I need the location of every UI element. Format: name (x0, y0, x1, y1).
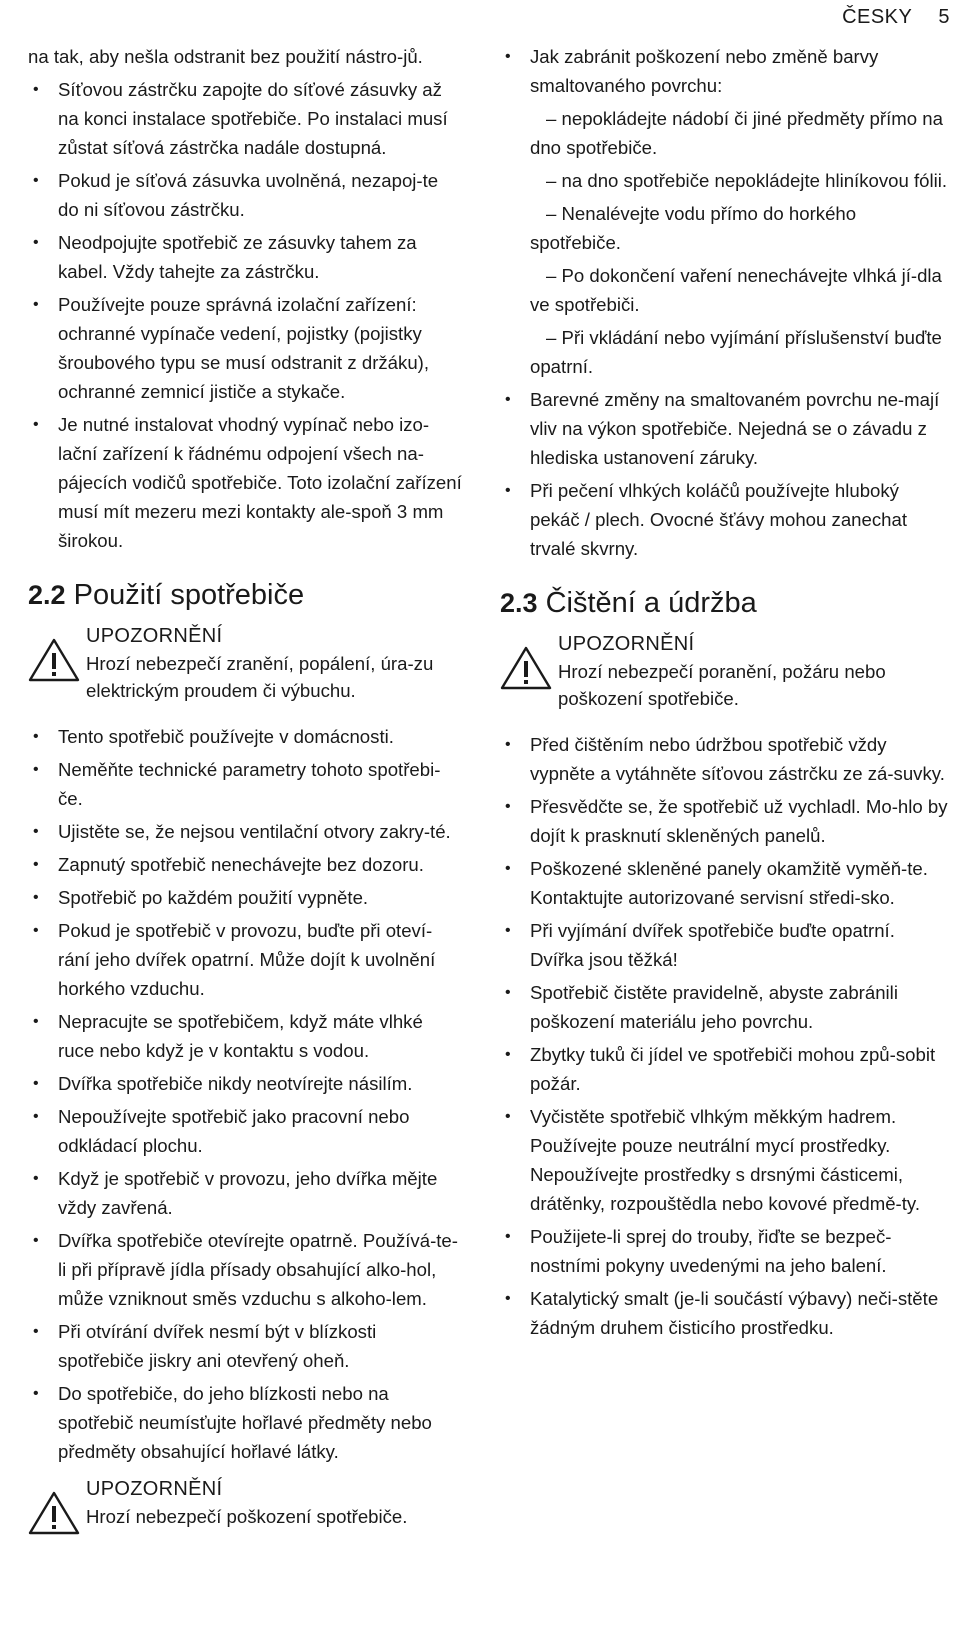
dash-item-text: – na dno spotřebiče nepokládejte hliníkovou fólii. (546, 170, 948, 191)
list-item-text: Při pečení vlhkých koláčů používejte hluboký pekáč / plech. Ovocné šťávy mohou zanechat trvalé skvrny. (530, 480, 907, 559)
list-item-text: Pokud je síťová zásuvka uvolněná, nezapoj-te do ni síťovou zástrčku. (58, 170, 439, 220)
list-item: • Neodpojujte spotřebič ze zásuvky tahem za kabel. Vždy tahejte za zástrčku. (33, 232, 417, 282)
list-item: • Dvířka spotřebiče nikdy neotvírejte násilím. (33, 1073, 413, 1094)
list-item: • Přesvědčte se, že spotřebič už vychladl. Mo-hlo by dojít k prasknutí skleněných panelů. (505, 796, 948, 846)
list-item: • Při vyjímání dvířek spotřebiče buďte opatrní. Dvířka jsou těžká! (505, 920, 895, 970)
list-item-text: Spotřebič čistěte pravidelně, abyste zabránili poškození materiálu jeho povrchu. (530, 982, 898, 1032)
language-label: ČESKY (842, 6, 913, 28)
list-item: • Vyčistěte spotřebič vlhkým měkkým hadrem. Používejte pouze neutrální mycí prostředky. Nepoužívejte prostředky s drsnými částicemi, drátěnky, rozpouštědla nebo kovové předmě-ty. (505, 1106, 920, 1214)
dash-item (530, 261, 952, 319)
dash-item-text: – nepokládejte nádobí či jiné předměty přímo na dno spotřebiče. (530, 108, 943, 158)
warning-triangle-icon (28, 1490, 80, 1536)
warning-title: UPOZORNĚNÍ (86, 1478, 223, 1500)
list-item-text: Nepoužívejte spotřebič jako pracovní nebo odkládací plochu. (58, 1106, 410, 1156)
warning-box-usage (28, 623, 462, 704)
dash-item-text: – Při vkládání nebo vyjímání příslušenství buďte opatrní. (530, 327, 942, 377)
list-item-text: Jak zabránit poškození nebo změně barvy smaltovaného povrchu: (530, 46, 879, 96)
list-item-text: Katalytický smalt (je-li součástí výbavy) neči-stěte žádným druhem čisticího prostředku. (530, 1288, 939, 1338)
list-item-text: Vyčistěte spotřebič vlhkým měkkým hadrem. Používejte pouze neutrální mycí prostředky. Nepoužívejte prostředky s drsnými částicemi, drátěnky, rozpouštědla nebo kovové předmě-ty. (530, 1106, 920, 1214)
list-item: • Před čištěním nebo údržbou spotřebič vždy vypněte a vytáhněte síťovou zástrčku ze zá-suvky. (505, 734, 945, 784)
list-item-text: Poškozené skleněné panely okamžitě vyměň-te. Kontaktujte autorizované servisní středi-sko. (530, 858, 928, 908)
warning-text: Hrozí nebezpečí poranění, požáru nebo poškození spotřebiče. (558, 661, 886, 709)
list-item-text: Je nutné instalovat vhodný vypínač nebo izo-lační zařízení k řádnému odpojení všech na-pájecích vodičů spotřebiče. Toto izolační zařízení musí mít mezeru mezi kontakty ale-spoň 3 mm širokou. (58, 414, 462, 551)
list-item: • Nepracujte se spotřebičem, když máte vlhké ruce nebo když je v kontaktu s vodou. (33, 1011, 423, 1061)
list-item: • Při pečení vlhkých koláčů používejte hluboký pekáč / plech. Ovocné šťávy mohou zanechat trvalé skvrny. (505, 480, 907, 559)
left-column (28, 42, 462, 1530)
list-item-text: Při vyjímání dvířek spotřebiče buďte opatrní. Dvířka jsou těžká! (530, 920, 895, 970)
warning-text: Hrozí nebezpečí zranění, popálení, úra-zu elektrickým proudem či výbuchu. (86, 653, 434, 701)
list-item-text: Použijete-li sprej do trouby, řiďte se bezpeč-nostními pokyny uvedenými na jeho balení. (530, 1226, 892, 1276)
list-item-text: Dvířka spotřebiče otevírejte opatrně. Používá-te-li při přípravě jídla přísady obsahující alko-hol, může vzniknout směs vzduchu s alkoho-lem. (58, 1230, 458, 1309)
list-item-text: Ujistěte se, že nejsou ventilační otvory zakry-té. (58, 821, 451, 842)
dash-list-enamel (500, 104, 952, 381)
section-heading-2-2 (28, 577, 462, 613)
bullet-list-usage (28, 722, 462, 1466)
list-item-text: Pokud je spotřebič v provozu, buďte při oteví-rání jeho dvířek opatrní. Může dojít k uvolnění horkého vzduchu. (58, 920, 436, 999)
list-item-text: Síťovou zástrčku zapojte do síťové zásuvky až na konci instalace spotřebiče. Po instalaci musí zůstat síťová zástrčka nadále dostupná. (58, 79, 448, 158)
list-item: • Spotřebič po každém použití vypněte. (33, 887, 369, 908)
list-item-text: Nepracujte se spotřebičem, když máte vlhké ruce nebo když je v kontaktu s vodou. (58, 1011, 423, 1061)
section-heading-2-3 (500, 585, 952, 621)
list-item: • Zbytky tuků či jídel ve spotřebiči mohou způ-sobit požár. (505, 1044, 936, 1094)
section-title: Čištění a údržba (545, 587, 757, 619)
bullet-list-cleaning (500, 730, 952, 1342)
list-item: • Když je spotřebič v provozu, jeho dvířka mějte vždy zavřená. (33, 1168, 438, 1218)
list-item-text: Do spotřebiče, do jeho blízkosti nebo na spotřebič neumísťujte hořlavé předměty nebo předměty obsahující hořlavé látky. (58, 1383, 432, 1462)
warning-title: UPOZORNĚNÍ (86, 625, 223, 647)
dash-item (530, 104, 952, 162)
section-number: 2.2 (28, 580, 66, 610)
list-item: • Do spotřebiče, do jeho blízkosti nebo na spotřebič neumísťujte hořlavé předměty nebo předměty obsahující hořlavé látky. (33, 1383, 432, 1462)
list-item: • Spotřebič čistěte pravidelně, abyste zabránili poškození materiálu jeho povrchu. (505, 982, 898, 1032)
page-header (842, 6, 950, 29)
dash-item (530, 166, 952, 195)
list-item: • Použijete-li sprej do trouby, řiďte se bezpeč-nostními pokyny uvedenými na jeho balení. (505, 1226, 892, 1276)
list-item-text: Zbytky tuků či jídel ve spotřebiči mohou způ-sobit požár. (530, 1044, 936, 1094)
list-item-text: Neměňte technické parametry tohoto spotřebi-če. (58, 759, 441, 809)
list-item-text: Barevné změny na smaltovaném povrchu ne-mají vliv na výkon spotřebiče. Nejedná se o závadu z hlediska ustanovení záruky. (530, 389, 940, 468)
list-item: • Je nutné instalovat vhodný vypínač nebo izo-lační zařízení k řádnému odpojení všech na-pájecích vodičů spotřebiče. Toto izolační zařízení musí mít mezeru mezi kontakty ale-spoň 3 mm širokou. (33, 414, 462, 551)
warning-triangle-icon (500, 645, 552, 691)
list-item-text: Dvířka spotřebiče nikdy neotvírejte násilím. (58, 1073, 413, 1094)
right-column (500, 42, 952, 1346)
list-item: • Pokud je síťová zásuvka uvolněná, nezapoj-te do ni síťovou zástrčku. (33, 170, 439, 220)
bullet-list-enamel (500, 42, 952, 100)
list-item: • Pokud je spotřebič v provozu, buďte při oteví-rání jeho dvířek opatrní. Může dojít k uvolnění horkého vzduchu. (33, 920, 436, 999)
list-item: • Ujistěte se, že nejsou ventilační otvory zakry-té. (33, 821, 451, 842)
list-item: • Poškozené skleněné panely okamžitě vyměň-te. Kontaktujte autorizované servisní středi-sko. (505, 858, 928, 908)
list-item-text: Když je spotřebič v provozu, jeho dvířka mějte vždy zavřená. (58, 1168, 438, 1218)
warning-title: UPOZORNĚNÍ (558, 633, 695, 655)
list-item: • Používejte pouze správná izolační zařízení: ochranné vypínače vedení, pojistky (pojistky šroubového typu se musí odstranit z držáku), ochranné zemnicí jističe a stykače. (33, 294, 430, 402)
warning-box-cleaning (500, 631, 952, 712)
warning-triangle-icon (28, 637, 80, 683)
list-item: • Tento spotřebič používejte v domácnosti. (33, 726, 394, 747)
section-number: 2.3 (500, 588, 538, 618)
warning-box-damage (28, 1476, 462, 1530)
list-item-text: Zapnutý spotřebič nenechávejte bez dozoru. (58, 854, 424, 875)
list-item: • Při otvírání dvířek nesmí být v blízkosti spotřebiče jiskry ani otevřený oheň. (33, 1321, 377, 1371)
bullet-list-installation (28, 75, 462, 555)
warning-text: Hrozí nebezpečí poškození spotřebiče. (86, 1506, 408, 1527)
list-item: • Nepoužívejte spotřebič jako pracovní nebo odkládací plochu. (33, 1106, 410, 1156)
list-item-text: Neodpojujte spotřebič ze zásuvky tahem za kabel. Vždy tahejte za zástrčku. (58, 232, 417, 282)
section-title: Použití spotřebiče (73, 579, 305, 611)
page-number: 5 (938, 6, 950, 28)
list-item: • Barevné změny na smaltovaném povrchu ne-mají vliv na výkon spotřebiče. Nejedná se o závadu z hlediska ustanovení záruky. (505, 389, 940, 468)
intro-paragraph: na tak, aby nešla odstranit bez použití nástro-jů. (28, 46, 423, 67)
list-item: • Katalytický smalt (je-li součástí výbavy) neči-stěte žádným druhem čisticího prostředku. (505, 1288, 939, 1338)
bullet-list-enamel-notes (500, 385, 952, 563)
dash-item-text: – Po dokončení vaření nenechávejte vlhká jí-dla ve spotřebiči. (530, 265, 942, 315)
list-item-text: Při otvírání dvířek nesmí být v blízkosti spotřebiče jiskry ani otevřený oheň. (58, 1321, 377, 1371)
dash-item (530, 323, 952, 381)
list-item-text: Tento spotřebič používejte v domácnosti. (58, 726, 394, 747)
dash-item-text: – Nenalévejte vodu přímo do horkého spotřebiče. (530, 203, 857, 253)
list-item-text: Přesvědčte se, že spotřebič už vychladl. Mo-hlo by dojít k prasknutí skleněných panelů. (530, 796, 948, 846)
dash-item (530, 199, 952, 257)
list-item: • Neměňte technické parametry tohoto spotřebi-če. (33, 759, 441, 809)
list-item-text: Používejte pouze správná izolační zařízení: ochranné vypínače vedení, pojistky (pojistky šroubového typu se musí odstranit z držáku), ochranné zemnicí jističe a stykače. (58, 294, 430, 402)
list-item: • Dvířka spotřebiče otevírejte opatrně. Používá-te-li při přípravě jídla přísady obsahující alko-hol, může vzniknout směs vzduchu s alkoho-lem. (33, 1230, 458, 1309)
list-item: • Jak zabránit poškození nebo změně barvy smaltovaného povrchu: (505, 46, 879, 96)
list-item-text: Spotřebič po každém použití vypněte. (58, 887, 369, 908)
list-item-text: Před čištěním nebo údržbou spotřebič vždy vypněte a vytáhněte síťovou zástrčku ze zá-suvky. (530, 734, 945, 784)
list-item: • Zapnutý spotřebič nenechávejte bez dozoru. (33, 854, 424, 875)
list-item: • Síťovou zástrčku zapojte do síťové zásuvky až na konci instalace spotřebiče. Po instalaci musí zůstat síťová zástrčka nadále dostupná. (33, 79, 448, 158)
